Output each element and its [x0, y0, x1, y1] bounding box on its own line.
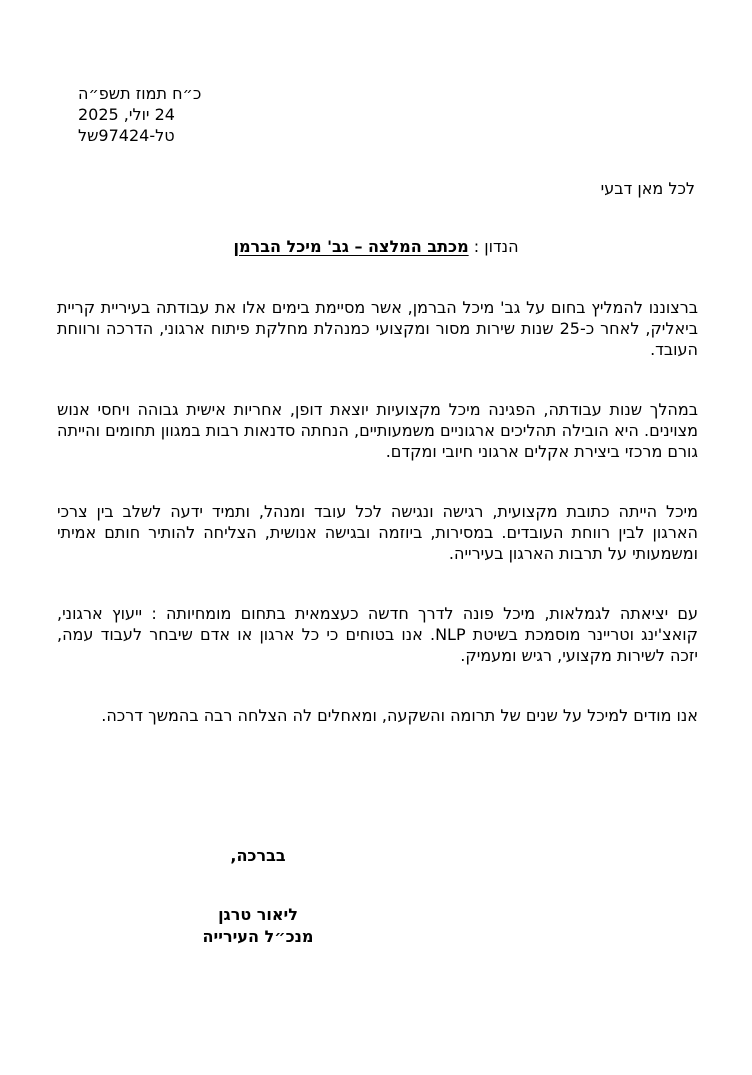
body-paragraph: עם יציאתה לגמלאות, מיכל פונה לדרך חדשה כעצמאית בתחום מומחיותה : ייעוץ ארגוני, קואצ'ינג וטריינר מוסמכת בשיטת NLP. אנו בטוחים כי כל ארגון או אדם שיבחר לעבוד עמה, יזכה לשירות מקצועי, רגיש ומעמיק.	[57, 604, 699, 665]
recipient-line: לכל מאן דבעי	[600, 179, 695, 198]
reference-line: לש97424-לט	[78, 126, 175, 145]
subject-line	[0, 236, 752, 258]
signatory-title: מנכ״ל העירייה	[202, 927, 314, 946]
closing-salutation: בברכה,	[230, 846, 286, 865]
body-paragraph: ברצוננו להמליץ בחום על גב' מיכל הברמן, אשר מסיימת בימים אלו את עבודתה בעיריית קריית ביאליק, לאחר כ-25 שנות שירות מסור ומקצועי כמנהלת מחלקת פיתוח ארגוני, הדרכה ורווחת העובד.	[57, 298, 699, 359]
signature-block	[188, 904, 328, 948]
body-paragraph: מיכל הייתה כתובת מקצועית, רגישה ונגישה לכל עובד ומנהל, ותמיד ידעה לשלב בין צרכי הארגון לבין רווחת העובדים. במסירות, ביוזמה ובגישה אנושית, הצליחה להותיר חותם אמיתי ומשמעותי על תרבות הארגון בעירייה.	[57, 502, 698, 563]
body-paragraph: אנו מודים למיכל על שנים של תרומה והשקעה, ומאחלים לה הצלחה רבה בהמשך דרכה.	[101, 706, 698, 725]
signatory-name: ליאור טרגן	[218, 905, 298, 924]
gregorian-date-line: 24 יולי, 2025	[78, 105, 175, 124]
subject-title: מכתב המלצה – גב' מיכל הברמן	[233, 237, 469, 256]
hebrew-date-line: כ״ח תמוז תשפ״ה	[78, 84, 202, 103]
subject-label: הנדון :	[468, 237, 519, 256]
body-paragraph: במהלך שנות עבודתה, הפגינה מיכל מקצועיות יוצאת דופן, אחריות אישית גבוהה ויחסי אנוש מצוינים. היא הובילה תהליכים ארגוניים משמעותיים, הנחתה סדנאות רבות במגוון תחומים והייתה גורם מרכזי ביצירת אקלים ארגוני חיובי ומקדם.	[57, 400, 698, 461]
date-block	[78, 83, 201, 146]
letter-body	[57, 297, 698, 765]
